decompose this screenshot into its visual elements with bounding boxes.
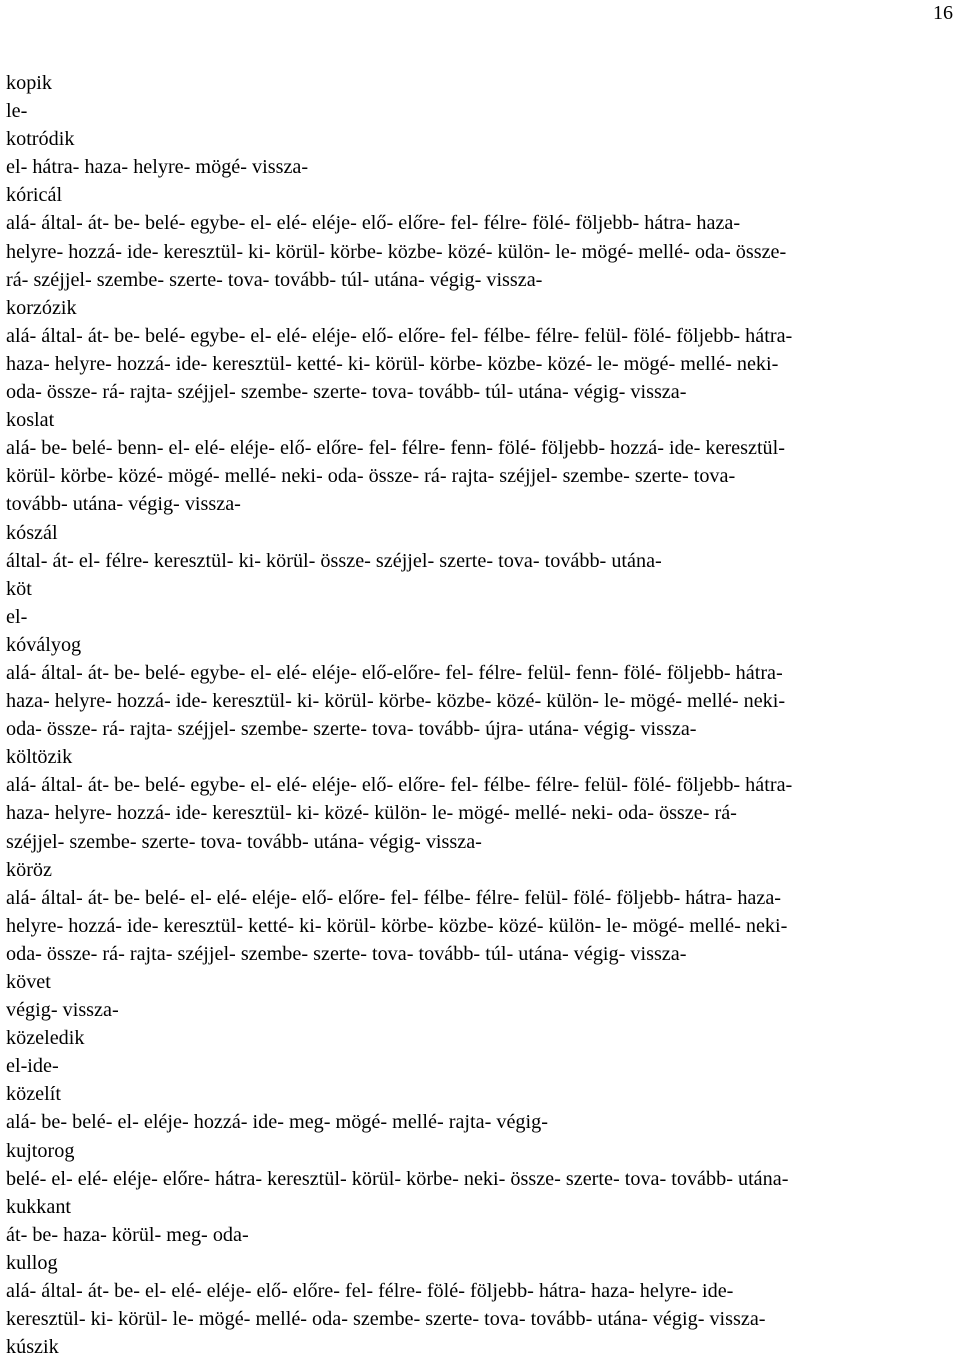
- prefix-line: le-: [6, 100, 28, 123]
- verb-headword: kukkant: [6, 1195, 72, 1218]
- prefix-line: haza- helyre- hozzá- ide- keresztül- ketté- ki- körül- körbe- közbe- közé- le- mögé- mellé- neki-: [6, 352, 779, 375]
- verb-headword: költözik: [6, 746, 73, 769]
- prefix-line: alá- be- belé- el- eléje- hozzá- ide- meg- mögé- mellé- rajta- végig-: [6, 1111, 548, 1134]
- verb-headword: kúszik: [6, 1336, 59, 1359]
- verb-headword: köt: [6, 577, 32, 600]
- prefix-line: oda- össze- rá- rajta- széjjel- szembe- szerte- tova- tovább- túl- utána- végig- vissza-: [6, 942, 687, 965]
- prefix-line: rá- széjjel- szembe- szerte- tova- tovább- túl- utána- végig- vissza-: [6, 268, 543, 291]
- prefix-line: tovább- utána- végig- vissza-: [6, 493, 241, 516]
- prefix-line: haza- helyre- hozzá- ide- keresztül- ki- közé- külön- le- mögé- mellé- neki- oda- össze- rá-: [6, 802, 737, 825]
- prefix-line: helyre- hozzá- ide- keresztül- ketté- ki- körül- körbe- közbe- közé- külön- le- mögé- mellé- neki-: [6, 914, 788, 937]
- verb-headword: kopik: [6, 72, 52, 94]
- verb-headword: kószál: [6, 521, 58, 544]
- prefix-line: helyre- hozzá- ide- keresztül- ki- körül- körbe- közbe- közé- külön- le- mögé- mellé- oda- össze-: [6, 240, 787, 263]
- prefix-line: keresztül- ki- körül- le- mögé- mellé- oda- szembe- szerte- tova- tovább- utána- végig- vissza-: [6, 1308, 766, 1331]
- verb-headword: közelít: [6, 1083, 61, 1106]
- verb-headword: köröz: [6, 858, 52, 881]
- prefix-line: belé- el- elé- eléje- előre- hátra- keresztül- körül- körbe- neki- össze- szerte- tova- tovább- utána-: [6, 1167, 789, 1190]
- verb-headword: követ: [6, 971, 51, 993]
- prefix-line: széjjel- szembe- szerte- tova- tovább- utána- végig- vissza-: [6, 830, 482, 853]
- verb-headword: kujtorog: [6, 1139, 75, 1162]
- prefix-line: oda- össze- rá- rajta- széjjel- szembe- szerte- tova- tovább- túl- utána- végig- vissza-: [6, 381, 687, 404]
- prefix-line: át- be- haza- körül- meg- oda-: [6, 1223, 249, 1246]
- prefix-line: körül- körbe- közé- mögé- mellé- neki- oda- össze- rá- rajta- széjjel- szembe- szerte- tova-: [6, 465, 736, 488]
- verb-headword: közeledik: [6, 1027, 85, 1050]
- prefix-line: alá- által- át- be- belé- el- elé- eléje- elő- előre- fel- félbe- félre- felül- fölé- följebb- hátra- haza-: [6, 886, 782, 909]
- verb-prefix-list: [6, 69, 951, 1361]
- prefix-line: alá- által- át- be- belé- egybe- el- elé- eléje- elő- előre- fel- félre- fölé- följebb- hátra- haza-: [6, 212, 741, 235]
- verb-headword: korzózik: [6, 296, 77, 319]
- prefix-line: alá- által- át- be- belé- egybe- el- elé- eléje- elő- előre- fel- félbe- félre- felül- fölé- följebb- hátra-: [6, 324, 793, 347]
- verb-headword: kóricál: [6, 184, 63, 207]
- prefix-line: oda- össze- rá- rajta- széjjel- szembe- szerte- tova- tovább- újra- utána- végig- vissza-: [6, 718, 697, 741]
- prefix-line: alá- által- át- be- belé- egybe- el- elé- eléje- elő- előre- fel- félbe- félre- felül- fölé- följebb- hátra-: [6, 774, 793, 797]
- prefix-line: alá- be- belé- benn- el- elé- eléje- elő- előre- fel- félre- fenn- fölé- följebb- hozzá- ide- keresztül-: [6, 437, 785, 460]
- page-number: 16: [933, 2, 953, 24]
- prefix-line: el-ide-: [6, 1055, 59, 1078]
- verb-headword: kullog: [6, 1251, 58, 1274]
- prefix-line: alá- által- át- be- belé- egybe- el- elé- eléje- elő-előre- fel- félre- felül- fenn- fölé- följebb- hátra-: [6, 661, 783, 684]
- prefix-line: el-: [6, 605, 28, 628]
- verb-headword: kóvályog: [6, 633, 82, 656]
- prefix-line: által- át- el- félre- keresztül- ki- körül- össze- széjjel- szerte- tova- tovább- utána-: [6, 549, 662, 572]
- verb-headword: kotródik: [6, 128, 75, 151]
- prefix-line: alá- által- át- be- el- elé- eléje- elő- előre- fel- félre- fölé- följebb- hátra- haza- helyre- ide-: [6, 1280, 734, 1303]
- prefix-line: végig- vissza-: [6, 999, 119, 1022]
- prefix-line: haza- helyre- hozzá- ide- keresztül- ki- körül- körbe- közbe- közé- külön- le- mögé- mellé- neki-: [6, 690, 786, 713]
- prefix-line: el- hátra- haza- helyre- mögé- vissza-: [6, 156, 309, 179]
- verb-headword: koslat: [6, 409, 55, 432]
